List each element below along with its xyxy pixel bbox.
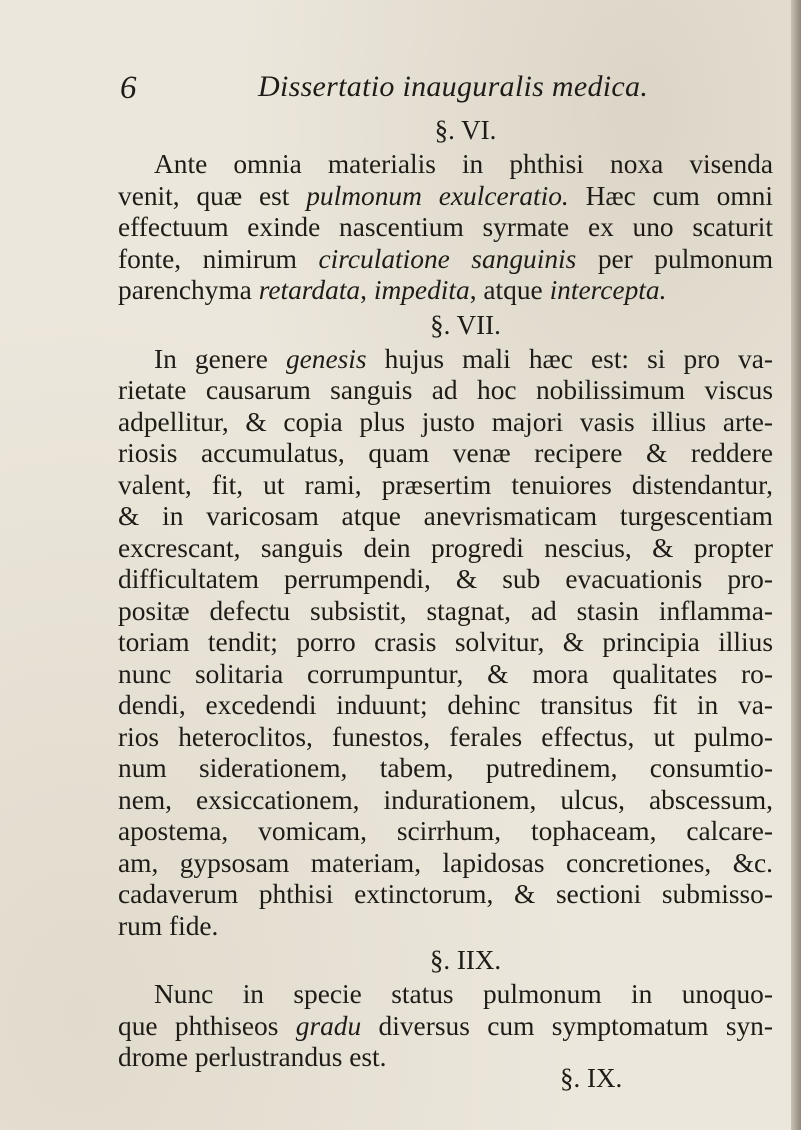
text-line <box>118 753 773 785</box>
paragraph <box>118 344 773 943</box>
italic-text: pulmonum exulceratio. <box>306 180 569 211</box>
page-number: 6 <box>120 70 137 106</box>
text-line <box>118 344 773 376</box>
text-run: rios heteroclitos, funestos, ferales effectus, ut pulmo- <box>118 721 773 752</box>
text-line <box>118 181 773 213</box>
text-run: , atque <box>469 275 550 305</box>
text-line <box>118 407 773 439</box>
text-line <box>118 533 773 565</box>
running-title: Dissertatio inauguralis medica. <box>258 70 649 103</box>
text-run: effectuum exinde nascentium syrmate ex uno scaturit <box>118 212 773 242</box>
running-head <box>120 70 760 110</box>
text-run: hujus mali hæc est: si pro va- <box>366 343 773 374</box>
text-line <box>118 1042 773 1074</box>
text-run: rum fide. <box>118 910 219 941</box>
section-heading: §. VII. <box>430 309 501 340</box>
text-run: positæ defectu subsistit, stagnat, ad stasin inflamma- <box>118 595 773 626</box>
text-line <box>118 438 773 470</box>
text-line <box>118 149 773 181</box>
text-line <box>118 816 773 848</box>
catchword: §. IX. <box>560 1063 623 1093</box>
page-edge-shadow <box>791 0 801 1130</box>
text-run: difficultatem perrumpendi, & sub evacuationis pro- <box>118 564 773 594</box>
italic-text: circulatione sanguinis <box>318 243 577 274</box>
text-run: Hæc cum omni <box>568 180 773 211</box>
text-run: riosis accumulatus, quam venæ recipere & reddere <box>118 438 773 468</box>
paragraph <box>118 149 773 307</box>
text-line <box>118 596 773 628</box>
text-run: dendi, excedendi induunt; dehinc transitus fit in va- <box>118 690 773 720</box>
section-heading: §. IIX. <box>429 945 502 975</box>
text-run: toriam tendit; porro crasis solvitur, & principia illius <box>118 627 773 657</box>
text-block <box>118 112 773 1074</box>
text-run: apostema, vomicam, scirrhum, tophaceam, calcare- <box>118 816 773 846</box>
text-run: am, gypsosam materiam, lapidosas concretiones, &c. <box>118 847 773 878</box>
text-run: fonte, nimirum <box>118 243 319 274</box>
text-run: per pulmonum <box>576 243 773 274</box>
text-run: num siderationem, tabem, putredinem, consumtio- <box>118 753 773 783</box>
text-run: , <box>360 275 374 305</box>
text-line <box>118 879 773 911</box>
text-line <box>118 501 773 533</box>
text-run: nunc solitaria corrumpuntur, & mora qualitates ro- <box>118 658 773 689</box>
italic-text: gradu <box>295 1010 362 1041</box>
section-heading: §. VI. <box>434 115 497 145</box>
text-line <box>118 564 773 596</box>
text-line <box>118 848 773 880</box>
text-run: parenchyma <box>118 275 259 305</box>
italic-text: genesis <box>285 343 367 374</box>
text-line <box>118 1011 773 1043</box>
text-line <box>118 722 773 754</box>
text-line <box>118 979 773 1011</box>
paragraph <box>118 979 773 1074</box>
text-run: drome perlustrandus est. <box>118 1042 387 1072</box>
text-line <box>118 244 773 276</box>
text-line <box>118 212 773 244</box>
text-run: nem, exsiccationem, indurationem, ulcus, abscessum, <box>118 784 773 815</box>
text-run: cadaverum phthisi extinctorum, & sectioni submisso- <box>118 879 773 909</box>
text-line <box>118 690 773 722</box>
text-run: & in varicosam atque anevrismaticam turgescentiam <box>118 501 773 531</box>
text-run: adpellitur, & copia plus justo majori vasis illius arte- <box>118 406 773 437</box>
text-run: Nunc in specie status pulmonum in unoquo- <box>154 979 773 1009</box>
text-run: diversus cum symptomatum syn- <box>361 1010 773 1041</box>
text-line <box>118 627 773 659</box>
text-run: In genere <box>154 343 286 374</box>
text-run: venit, quæ est <box>118 180 307 211</box>
italic-text: intercepta. <box>549 275 667 305</box>
text-run: Ante omnia materialis in phthisi noxa visenda <box>154 149 773 179</box>
text-line <box>118 275 773 307</box>
italic-text: retardata <box>258 275 361 305</box>
italic-text: impedita <box>373 275 470 305</box>
text-line <box>118 785 773 817</box>
text-run: excrescant, sanguis dein progredi nescius, & propter <box>118 532 773 563</box>
text-run: rietate causarum sanguis ad hoc nobilissimum viscus <box>118 375 773 405</box>
text-line <box>118 375 773 407</box>
text-line <box>118 470 773 502</box>
text-line <box>118 911 773 943</box>
text-run: valent, fit, ut rami, præsertim tenuiores distendantur, <box>118 469 773 500</box>
text-run: que phthiseos <box>118 1010 296 1041</box>
text-line <box>118 659 773 691</box>
